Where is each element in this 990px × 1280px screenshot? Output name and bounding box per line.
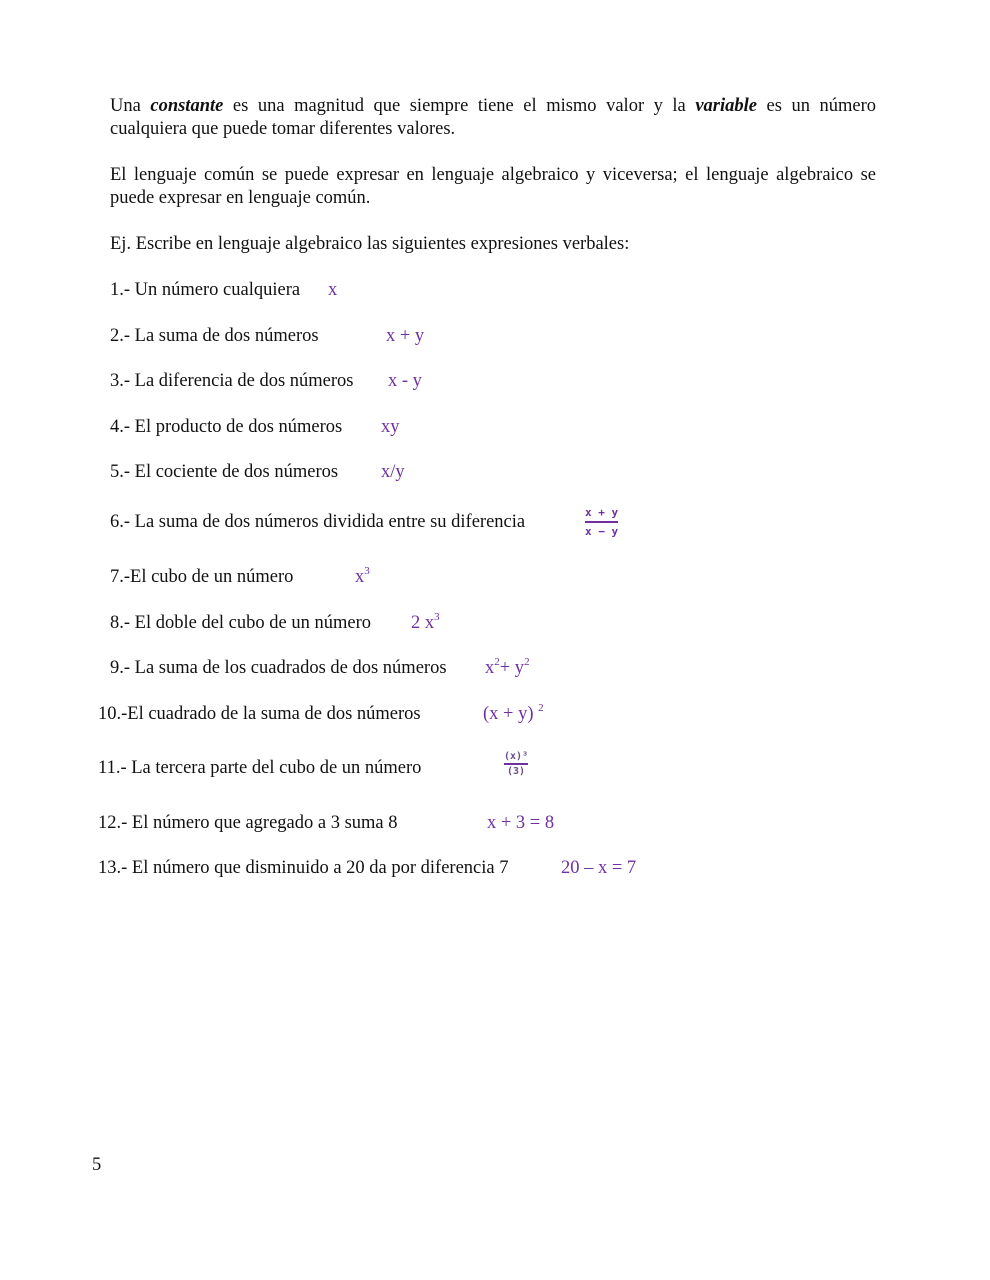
term-variable: variable <box>695 96 757 116</box>
text-run: es un número cualquiera que puede tomar diferentes valores. <box>110 96 876 139</box>
language-paragraph: El lenguaje común se puede expresar en lenguaje algebraico y viceversa; el lenguaje algebraico se puede expresar en lenguaje común. <box>110 165 876 208</box>
answer-8 <box>411 612 440 634</box>
term-constante: constante <box>150 96 224 116</box>
answer-6-fraction <box>585 506 618 538</box>
exercise-instruction: Ej. Escribe en lenguaje algebraico las siguientes expresiones verbales: <box>110 234 630 254</box>
answer-3: x - y <box>388 371 422 391</box>
fraction-numerator: (x)³ <box>504 751 529 762</box>
answer-9 <box>485 657 530 679</box>
answer-2: x + y <box>386 326 425 346</box>
answer-1: x <box>328 280 338 300</box>
answer-base: x <box>355 567 365 587</box>
fraction-bar <box>585 521 618 523</box>
fraction-denominator: x − y <box>585 524 619 538</box>
answer-term: + y <box>499 658 525 678</box>
answer-exponent: 2 <box>524 656 530 668</box>
answer-12: x + 3 = 8 <box>487 813 555 833</box>
fraction-bar <box>504 763 528 765</box>
answer-exponent: 2 <box>494 656 500 668</box>
answer-7 <box>355 566 370 588</box>
exercise-item-4: 4.- El producto de dos números <box>110 417 343 437</box>
exercise-item-6: 6.- La suma de dos números dividida entre su diferencia <box>110 512 526 532</box>
answer-exponent: 3 <box>434 611 440 623</box>
exercise-item-11: 11.- La tercera parte del cubo de un número <box>98 758 422 778</box>
exercise-item-12: 12.- El número que agregado a 3 suma 8 <box>98 813 398 833</box>
answer-base: 2 x <box>411 613 435 633</box>
page-number: 5 <box>92 1155 102 1175</box>
exercise-item-2: 2.- La suma de dos números <box>110 326 319 346</box>
answer-base: (x + y) <box>483 704 534 724</box>
exercise-item-1: 1.- Un número cualquiera <box>110 280 301 300</box>
text-run: Una <box>110 96 151 116</box>
definition-paragraph <box>110 95 876 141</box>
exercise-item-9: 9.- La suma de los cuadrados de dos números <box>110 658 447 678</box>
text-run: es una magnitud que siempre tiene el mismo valor y la <box>223 96 696 116</box>
answer-exponent: 3 <box>364 565 370 577</box>
exercise-item-13: 13.- El número que disminuido a 20 da por diferencia 7 <box>98 858 509 878</box>
answer-4: xy <box>381 417 400 437</box>
answer-base: x <box>485 658 495 678</box>
answer-10 <box>483 703 544 725</box>
answer-5: x/y <box>381 462 405 482</box>
exercise-item-5: 5.- El cociente de dos números <box>110 462 339 482</box>
fraction-numerator: x + y <box>585 506 619 519</box>
answer-exponent: 2 <box>538 702 544 714</box>
exercise-item-10: 10.-El cuadrado de la suma de dos números <box>98 704 421 724</box>
answer-11-fraction <box>504 751 528 777</box>
fraction-denominator: (3) <box>507 765 526 777</box>
exercise-item-3: 3.- La diferencia de dos números <box>110 371 354 391</box>
answer-13: 20 – x = 7 <box>561 858 637 878</box>
exercise-item-7: 7.-El cubo de un número <box>110 567 294 587</box>
exercise-item-8: 8.- El doble del cubo de un número <box>110 613 371 633</box>
